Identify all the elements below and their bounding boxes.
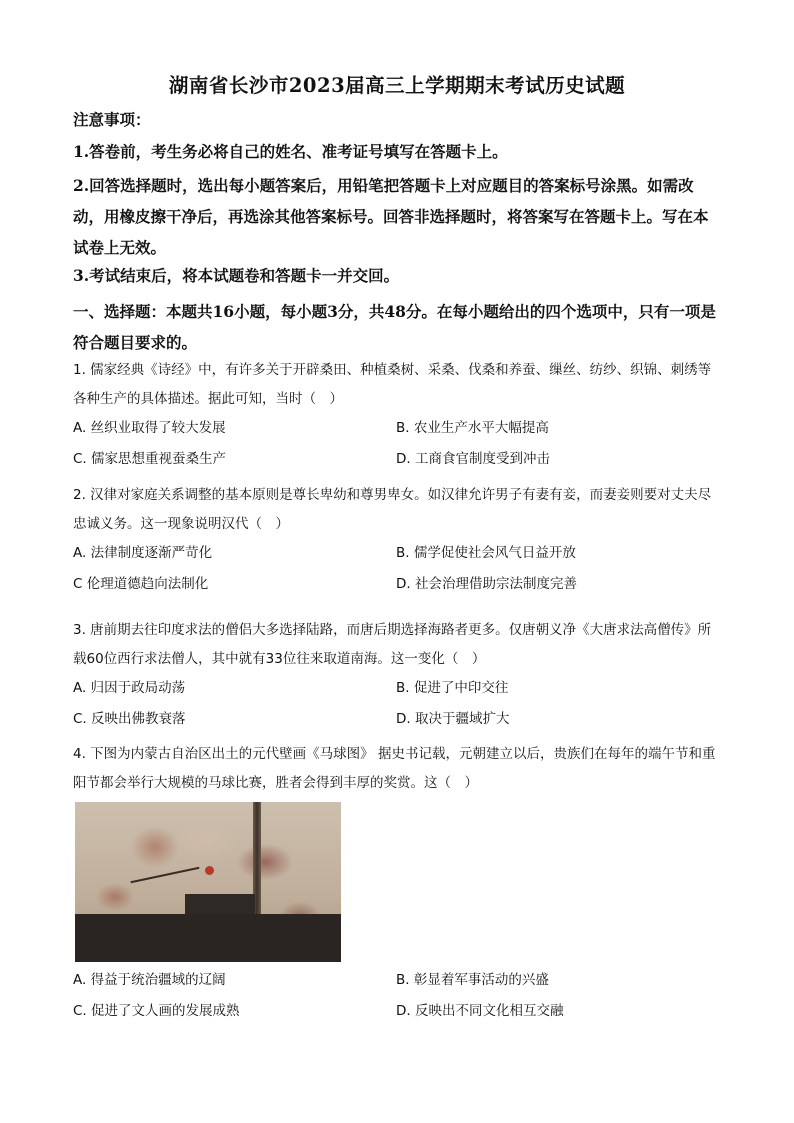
question-4-options [73,966,723,1028]
question-3 [73,616,723,736]
option-row [73,414,723,445]
option-row [73,674,723,705]
note-1: 1.答卷前，考生务必将自己的姓名、准考证号填写在答题卡上。 [73,142,508,161]
option-c: C. 促进了文人画的发展成熟 [73,1003,240,1019]
option-b: B. 促进了中印交往 [396,680,509,696]
option-c: C. 儒家思想重视蚕桑生产 [73,451,227,467]
option-c: C 伦理道德趋向法制化 [73,576,209,592]
section-heading: 一、选择题：本题共16小题，每小题3分，共48分。在每小题给出的四个选项中，只有一项是符合题目要求的。 [73,302,716,352]
question-1 [73,356,723,476]
option-row [73,705,723,736]
polo-mural-image [75,802,341,962]
option-row [73,997,723,1028]
polo-stick [131,867,200,884]
option-a: A. 法律制度逐渐严苛化 [73,545,213,561]
option-row [73,966,723,997]
question-stem: 3. 唐前期去往印度求法的僧侣大多选择陆路，而唐后期选择海路者更多。仅唐朝义净《大唐求法高僧传》所载60位西行求法僧人，其中就有33位往来取道南海。这一变化（ ） [73,622,712,667]
polo-ball [205,866,214,875]
notes-heading: 注意事项： [73,110,151,129]
option-row [73,445,723,476]
question-4 [73,740,723,798]
option-a: A. 丝织业取得了较大发展 [73,420,226,436]
mural-damage [75,914,341,962]
option-b: B. 彰显着军事活动的兴盛 [396,972,549,988]
option-b: B. 儒学促使社会风气日益开放 [396,545,576,561]
option-a: A. 得益于统治疆域的辽阔 [73,972,226,988]
option-d: D. 反映出不同文化相互交融 [396,1003,564,1019]
question-stem: 2. 汉律对家庭关系调整的基本原则是尊长卑幼和尊男卑女。如汉律允许男子有妻有妾，而妻妾则要对丈夫尽忠诚义务。这一现象说明汉代（ ） [73,487,712,532]
option-a: A. 归因于政局动荡 [73,680,186,696]
option-c: C. 反映出佛教衰落 [73,711,186,727]
question-2 [73,481,723,601]
question-stem: 4. 下图为内蒙古自治区出土的元代壁画《马球图》 据史书记载，元朝建立以后，贵族们在每年的端午节和重阳节都会举行大规模的马球比赛，胜者会得到丰厚的奖赏。这（ ） [73,746,716,791]
page-title: 湖南省长沙市2023届高三上学期期末考试历史试题 [168,74,626,97]
option-row [73,539,723,570]
option-row [73,570,723,601]
option-d: D. 取决于疆域扩大 [396,711,510,727]
note-3: 3.考试结束后，将本试题卷和答题卡一并交回。 [73,266,400,285]
option-b: B. 农业生产水平大幅提高 [396,420,549,436]
question-stem: 1. 儒家经典《诗经》中，有许多关于开辟桑田、种植桑树、采桑、伐桑和养蚕、缫丝、纺纱、织锦、刺绣等各种生产的具体描述。据此可知，当时（ ） [73,362,712,407]
option-d: D. 社会治理借助宗法制度完善 [396,576,577,592]
note-2: 2.回答选择题时，选出每小题答案后，用铅笔把答题卡上对应题目的答案标号涂黑。如需改动，用橡皮擦干净后，再选涂其他答案标号。回答非选择题时，将答案写在答题卡上。写在本试卷上无效。 [73,176,709,257]
option-d: D. 工商食官制度受到冲击 [396,451,550,467]
